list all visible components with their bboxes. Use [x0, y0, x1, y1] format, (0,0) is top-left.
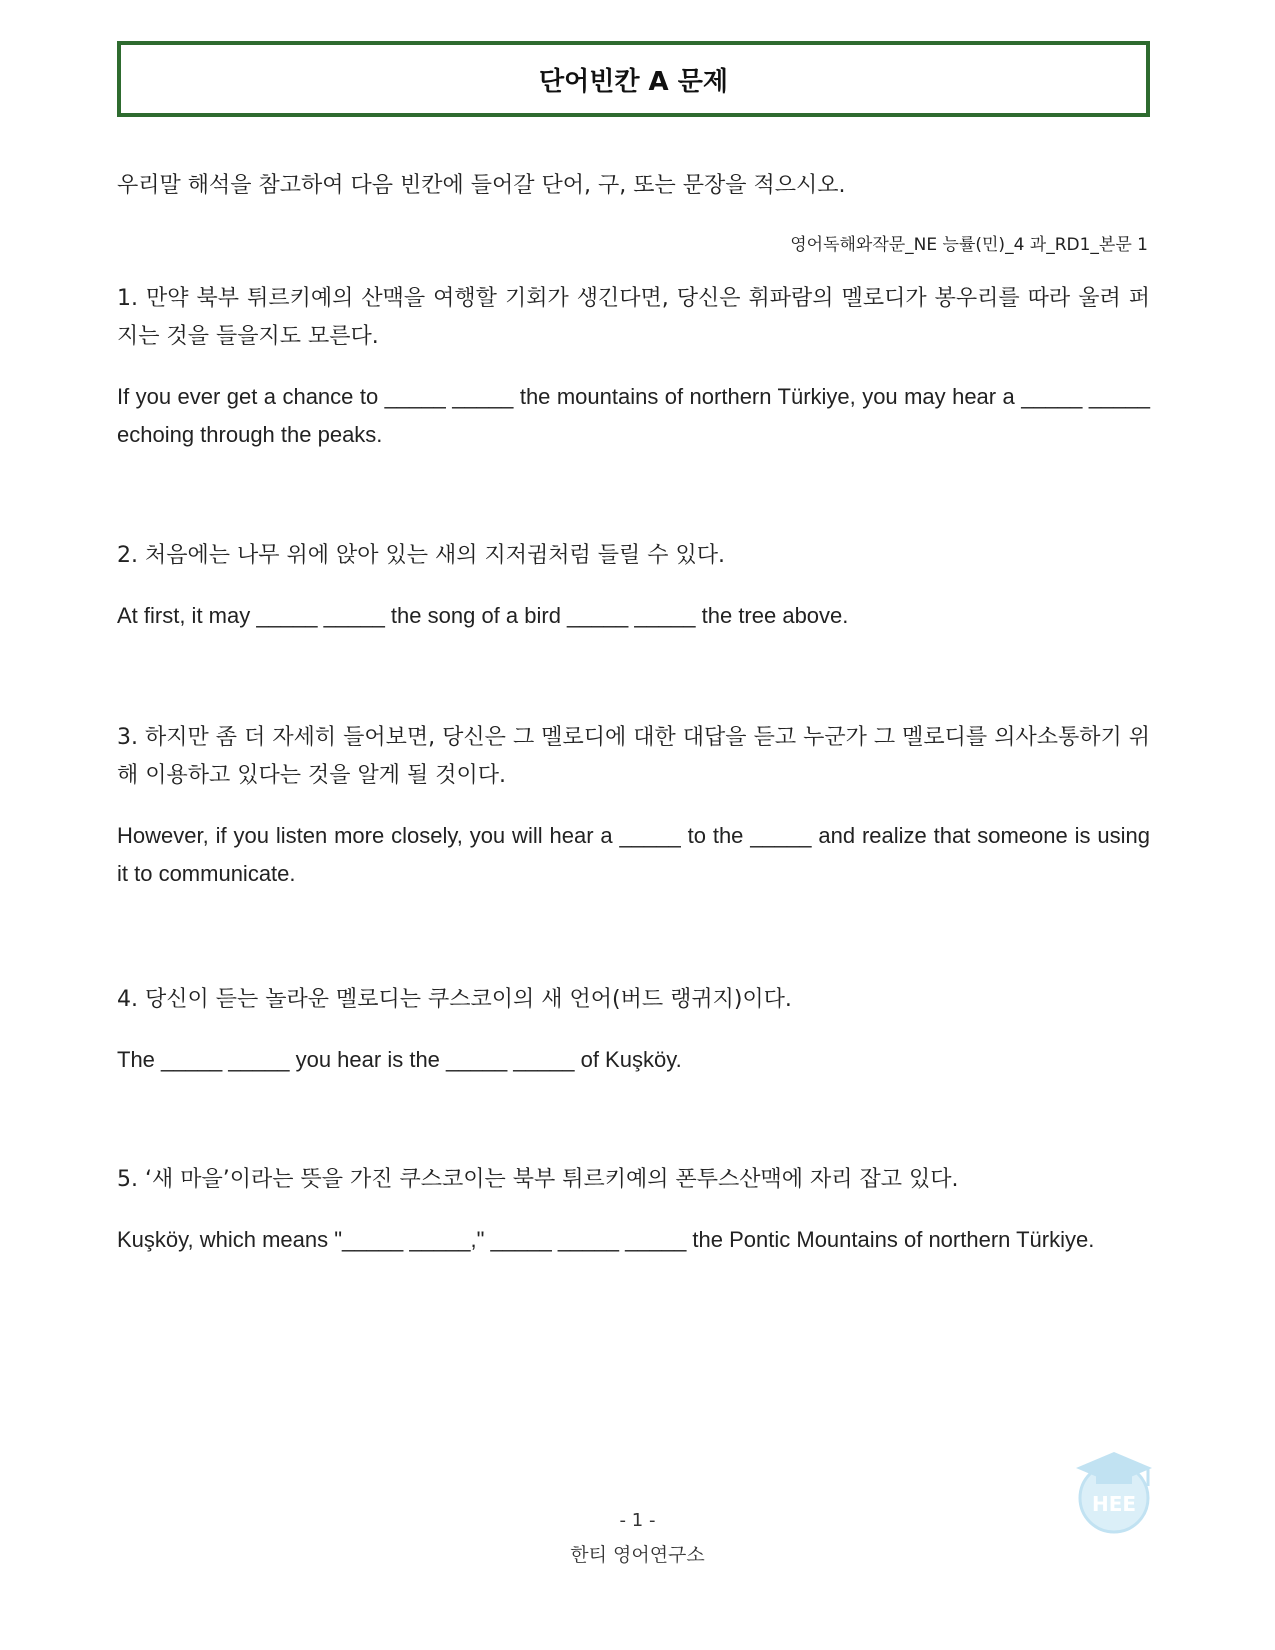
page-title: 단어빈칸 A 문제: [539, 66, 728, 97]
page-number: - 1 -: [619, 1510, 656, 1531]
question-3-korean: 3. 하지만 좀 더 자세히 들어보면, 당신은 그 멜로디에 대한 대답을 듣고 누군가 그 멜로디를 의사소통하기 위해 이용하고 있다는 것을 알게 될 것이다.: [117, 725, 1150, 788]
question-1-english: If you ever get a chance to _____ _____ the mountains of northern Türkiye, you may hear a _____ _____ echoing through the peaks.: [117, 384, 1150, 447]
question-5-english: Kuşköy, which means "_____ _____," _____ _____ _____ the Pontic Mountains of northern Türkiye.: [117, 1227, 1095, 1252]
instruction-text: 우리말 해석을 참고하여 다음 빈칸에 들어갈 단어, 구, 또는 문장을 적으시오.: [117, 173, 846, 198]
question-2: [117, 537, 1150, 635]
question-1-korean: 1. 만약 북부 튀르키예의 산맥을 여행할 기회가 생긴다면, 당신은 휘파람의 멜로디가 봉우리를 따라 울려 퍼지는 것을 들을지도 모른다.: [117, 286, 1150, 349]
question-4: [117, 981, 1150, 1079]
title-box: [117, 41, 1150, 117]
source-label: 영어독해와작문_NE 능률(민)_4 과_RD1_본문 1: [790, 235, 1148, 255]
question-4-korean: 4. 당신이 듣는 놀라운 멜로디는 쿠스코이의 새 언어(버드 랭귀지)이다.: [117, 987, 792, 1012]
question-1: [117, 280, 1150, 454]
logo-text: HEE: [1091, 1492, 1137, 1516]
question-3-english: However, if you listen more closely, you will hear a _____ to the _____ and realize that someone is using it to communicate.: [117, 823, 1150, 886]
question-2-english: At first, it may _____ _____ the song of a bird _____ _____ the tree above.: [117, 603, 849, 628]
footer-text: 한티 영어연구소: [570, 1544, 705, 1566]
question-5: [117, 1161, 1150, 1259]
question-2-korean: 2. 처음에는 나무 위에 앉아 있는 새의 지저귐처럼 들릴 수 있다.: [117, 543, 725, 568]
question-3: [117, 719, 1150, 893]
question-4-english: The _____ _____ you hear is the _____ _____ of Kuşköy.: [117, 1047, 682, 1072]
question-5-korean: 5. ‘새 마을’이라는 뜻을 가진 쿠스코이는 북부 튀르키예의 폰투스산맥에 자리 잡고 있다.: [117, 1167, 959, 1192]
